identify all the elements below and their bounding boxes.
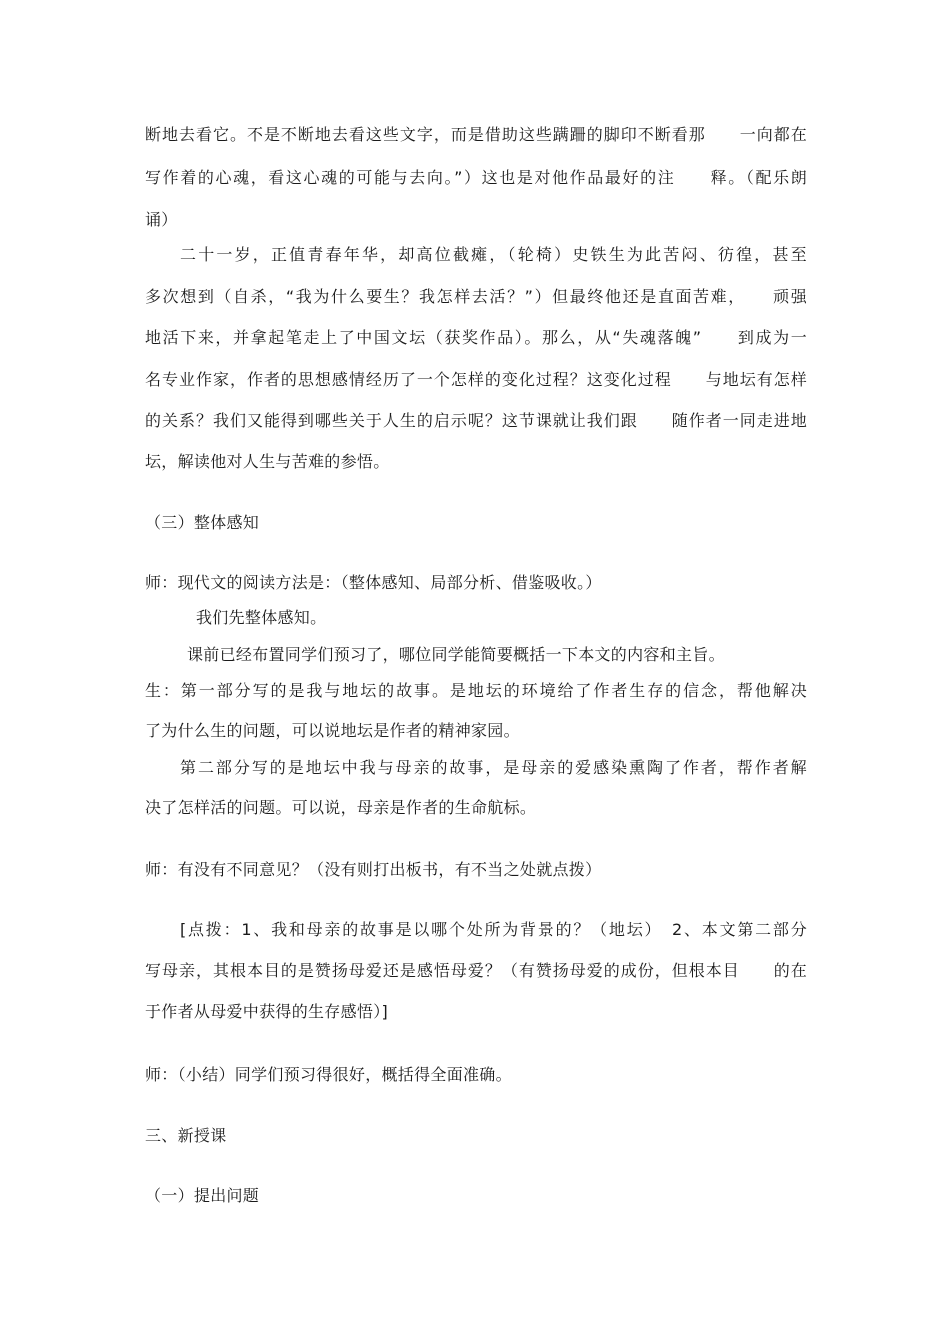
section-heading: （三）整体感知 [145, 513, 260, 532]
paragraph-line: 于作者从母爱中获得的生存感悟）] [145, 1002, 389, 1021]
paragraph-line: 师：有没有不同意见？（没有则打出板书，有不当之处就点拨） [145, 860, 602, 879]
paragraph-line: 师：现代文的阅读方法是：（整体感知、局部分析、借鉴吸收。） [145, 573, 602, 592]
paragraph-line: 生：第一部分写的是我与地坛的故事。是地坛的环境给了作者生存的信念，帮他解决 [145, 681, 807, 700]
section-heading: （一）提出问题 [145, 1186, 260, 1205]
paragraph-line: 的关系？我们又能得到哪些关于人生的启示呢？这节课就让我们跟 随作者一同走进地 [145, 411, 807, 430]
paragraph-line: 坛，解读他对人生与苦难的参悟。 [145, 452, 390, 471]
paragraph-line: 多次想到（自杀，“我为什么要生？我怎样去活？”）但最终他还是直面苦难， 顽强 [145, 287, 807, 306]
paragraph-line: 二十一岁，正值青春年华，却高位截瘫，（轮椅）史铁生为此苦闷、彷徨，甚至 [180, 245, 807, 264]
paragraph-line: 地活下来，并拿起笔走上了中国文坛（获奖作品）。那么，从“失魂落魄” 到成为一 [145, 328, 807, 347]
paragraph-line: 第二部分写的是地坛中我与母亲的故事，是母亲的爱感染熏陶了作者，帮作者解 [180, 758, 807, 777]
paragraph-line: 决了怎样活的问题。可以说，母亲是作者的生命航标。 [145, 798, 537, 817]
paragraph-line: 写母亲，其根本目的是赞扬母爱还是感悟母爱？（有赞扬母爱的成份，但根本目 的在 [145, 961, 807, 980]
paragraph-line: 课前已经布置同学们预习了，哪位同学能简要概括一下本文的内容和主旨。 [187, 645, 725, 664]
paragraph-line: 师：（小结）同学们预习得很好，概括得全面准确。 [145, 1065, 512, 1084]
paragraph-line: 写作着的心魂，看这心魂的可能与去向。”）这也是对他作品最好的注 释。（配乐朗 [145, 168, 807, 187]
paragraph-line: 了为什么生的问题，可以说地坛是作者的精神家园。 [145, 721, 520, 740]
paragraph-line: 我们先整体感知。 [196, 608, 327, 627]
paragraph-line: 名专业作家，作者的思想感情经历了一个怎样的变化过程？这变化过程 与地坛有怎样 [145, 370, 807, 389]
section-heading: 三、新授课 [145, 1126, 227, 1145]
paragraph-line: 断地去看它。不是不断地去看这些文字，而是借助这些蹒跚的脚印不断看那 一向都在 [145, 125, 807, 144]
paragraph-line: 诵） [145, 210, 178, 229]
paragraph-line: [点拨：1、我和母亲的故事是以哪个处所为背景的？（地坛） 2、本文第二部分 [180, 920, 807, 939]
